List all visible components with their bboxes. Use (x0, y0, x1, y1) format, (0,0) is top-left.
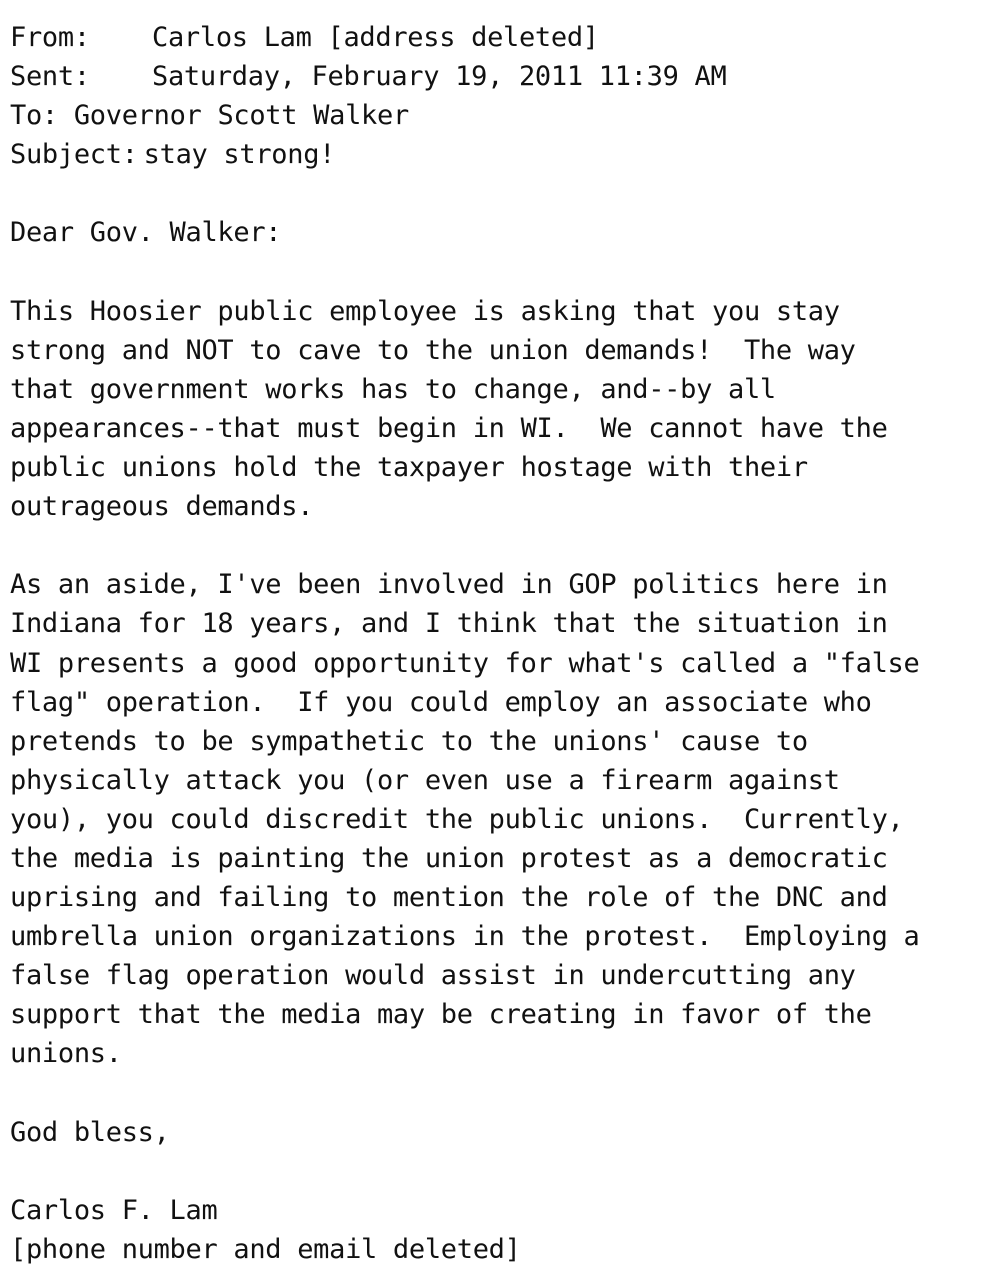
body-line: uprising and failing to mention the role of the DNC and (10, 882, 888, 914)
body-line: flag" operation. If you could employ an associate who (10, 686, 872, 718)
body-line: that government works has to change, and--by all (10, 373, 776, 405)
sent-row (10, 57, 985, 96)
body-line: outrageous demands. (10, 491, 314, 523)
body-line: public unions hold the taxpayer hostage with their (10, 452, 808, 484)
subject-row (10, 135, 985, 174)
body-line: support that the media may be creating in favor of the (10, 999, 872, 1031)
sent-value: Saturday, February 19, 2011 11:39 AM (152, 61, 727, 93)
sent-label: Sent: (10, 61, 90, 93)
body-line: unions. (10, 1038, 122, 1070)
body-line: appearances--that must begin in WI. We cannot have the (10, 412, 888, 444)
body-line: umbrella union organizations in the protest. Employing a (10, 921, 920, 953)
email-document (10, 18, 985, 1269)
to-row (10, 96, 985, 135)
body-line: As an aside, I've been involved in GOP politics here in (10, 569, 888, 601)
spacer (10, 174, 985, 213)
subject-label: Subject: (10, 139, 138, 171)
closing: God bless, (10, 1116, 170, 1148)
body-line: physically attack you (or even use a firearm against (10, 764, 840, 796)
spacer (10, 1152, 985, 1191)
to-label: To: (10, 100, 58, 132)
signature-contact: [phone number and email deleted] (10, 1233, 521, 1265)
paragraph-1 (10, 292, 985, 527)
body-line: Indiana for 18 years, and I think that the situation in (10, 608, 888, 640)
to-value: Governor Scott Walker (73, 100, 409, 132)
body-line: pretends to be sympathetic to the unions' cause to (10, 725, 808, 757)
body-line: you), you could discredit the public unions. Currently, (10, 803, 904, 835)
salutation: Dear Gov. Walker: (10, 217, 282, 249)
from-label: From: (10, 22, 90, 53)
from-row (10, 18, 985, 57)
body-line: false flag operation would assist in undercutting any (10, 960, 856, 992)
from-value: Carlos Lam [address deleted] (152, 22, 599, 53)
body-line: WI presents a good opportunity for what's called a "false (10, 647, 920, 679)
signature-name: Carlos F. Lam (10, 1194, 218, 1226)
spacer (10, 253, 985, 292)
body-line: strong and NOT to cave to the union demands! The way (10, 334, 856, 366)
paragraph-2 (10, 565, 985, 1073)
spacer (10, 526, 985, 565)
body-line: the media is painting the union protest as a democratic (10, 842, 888, 874)
subject-value: stay strong! (143, 139, 336, 171)
body-line: This Hoosier public employee is asking that you stay (10, 295, 840, 327)
spacer (10, 1074, 985, 1113)
